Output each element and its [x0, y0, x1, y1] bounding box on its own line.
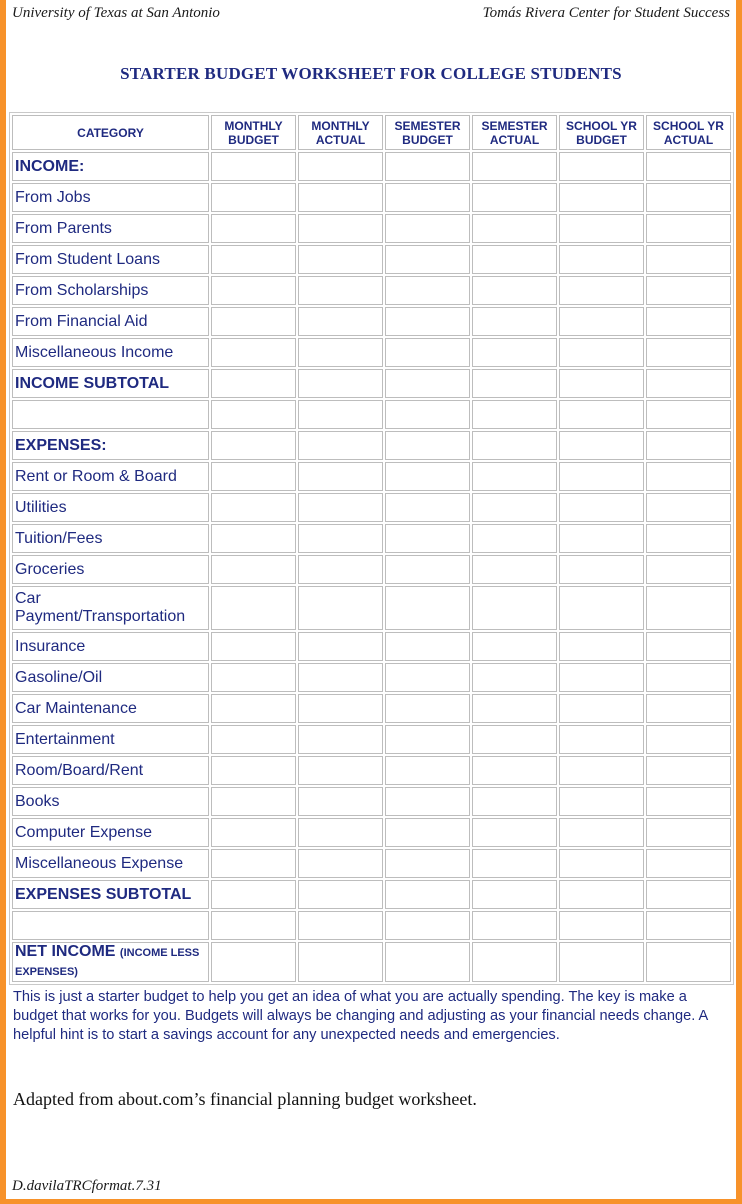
entry-cell-semester-budget[interactable]	[385, 632, 470, 661]
entry-cell-monthly-actual[interactable]	[298, 276, 383, 305]
category-cell: From Financial Aid	[12, 307, 209, 336]
category-cell: Room/Board/Rent	[12, 756, 209, 785]
entry-cell-semester-actual[interactable]	[472, 942, 557, 982]
category-cell: From Jobs	[12, 183, 209, 212]
entry-cell-school-yr-actual[interactable]	[646, 245, 731, 274]
entry-cell-school-yr-budget[interactable]	[559, 493, 644, 522]
entry-cell-semester-budget[interactable]	[385, 338, 470, 367]
entry-cell-monthly-actual[interactable]	[298, 462, 383, 491]
entry-cell-school-yr-budget[interactable]	[559, 849, 644, 878]
entry-cell-school-yr-budget[interactable]	[559, 307, 644, 336]
entry-cell-semester-actual[interactable]	[472, 632, 557, 661]
table-row	[12, 880, 731, 909]
entry-cell-monthly-actual[interactable]	[298, 338, 383, 367]
entry-cell-semester-budget[interactable]	[385, 818, 470, 847]
entry-cell-school-yr-actual[interactable]	[646, 942, 731, 982]
entry-cell-monthly-actual[interactable]	[298, 756, 383, 785]
table-row	[12, 183, 731, 212]
entry-cell-semester-budget[interactable]	[385, 493, 470, 522]
entry-cell-school-yr-budget[interactable]	[559, 818, 644, 847]
entry-cell-monthly-actual[interactable]	[298, 942, 383, 982]
format-footer: D.davilaTRCformat.7.31	[12, 1178, 162, 1194]
entry-cell-monthly-budget[interactable]	[211, 694, 296, 723]
table-row	[12, 214, 731, 243]
entry-cell-semester-actual[interactable]	[472, 880, 557, 909]
entry-cell-school-yr-actual[interactable]	[646, 462, 731, 491]
entry-cell-monthly-budget[interactable]	[211, 431, 296, 460]
entry-cell-semester-budget[interactable]	[385, 369, 470, 398]
entry-cell-semester-budget[interactable]	[385, 586, 470, 630]
entry-cell-monthly-budget[interactable]	[211, 276, 296, 305]
entry-cell-semester-budget[interactable]	[385, 663, 470, 692]
entry-cell-school-yr-actual[interactable]	[646, 911, 731, 940]
budget-table-body	[12, 152, 731, 982]
entry-cell-school-yr-budget[interactable]	[559, 276, 644, 305]
table-row	[12, 663, 731, 692]
entry-cell-school-yr-budget[interactable]	[559, 183, 644, 212]
entry-cell-monthly-actual[interactable]	[298, 555, 383, 584]
entry-cell-monthly-actual[interactable]	[298, 183, 383, 212]
category-cell: Miscellaneous Income	[12, 338, 209, 367]
entry-cell-school-yr-budget[interactable]	[559, 338, 644, 367]
header-center: Tomás Rivera Center for Student Success	[482, 5, 730, 21]
entry-cell-monthly-actual[interactable]	[298, 911, 383, 940]
entry-cell-monthly-actual[interactable]	[298, 663, 383, 692]
entry-cell-semester-budget[interactable]	[385, 880, 470, 909]
budget-table	[9, 112, 734, 985]
table-row	[12, 787, 731, 816]
column-header-semester-budget: SEMESTER BUDGET	[385, 115, 470, 150]
entry-cell-monthly-actual[interactable]	[298, 493, 383, 522]
entry-cell-school-yr-actual[interactable]	[646, 493, 731, 522]
entry-cell-monthly-budget[interactable]	[211, 307, 296, 336]
table-row	[12, 524, 731, 553]
entry-cell-monthly-budget[interactable]	[211, 245, 296, 274]
table-header-row	[12, 115, 731, 150]
table-row-blank	[12, 400, 731, 429]
category-cell: Tuition/Fees	[12, 524, 209, 553]
entry-cell-school-yr-actual[interactable]	[646, 787, 731, 816]
entry-cell-school-yr-actual[interactable]	[646, 586, 731, 630]
entry-cell-semester-actual[interactable]	[472, 400, 557, 429]
entry-cell-school-yr-budget[interactable]	[559, 524, 644, 553]
table-row	[12, 245, 731, 274]
entry-cell-monthly-budget[interactable]	[211, 818, 296, 847]
entry-cell-semester-budget[interactable]	[385, 694, 470, 723]
entry-cell-monthly-actual[interactable]	[298, 307, 383, 336]
entry-cell-monthly-budget[interactable]	[211, 663, 296, 692]
category-cell: INCOME:	[12, 152, 209, 181]
entry-cell-school-yr-budget[interactable]	[559, 663, 644, 692]
entry-cell-semester-actual[interactable]	[472, 493, 557, 522]
entry-cell-monthly-budget[interactable]	[211, 942, 296, 982]
category-cell: From Student Loans	[12, 245, 209, 274]
entry-cell-semester-actual[interactable]	[472, 245, 557, 274]
column-header-school-yr-actual: SCHOOL YR ACTUAL	[646, 115, 731, 150]
table-row	[12, 493, 731, 522]
category-cell-net-income	[12, 942, 209, 982]
entry-cell-monthly-budget[interactable]	[211, 725, 296, 754]
category-cell: Entertainment	[12, 725, 209, 754]
entry-cell-semester-actual[interactable]	[472, 214, 557, 243]
table-row	[12, 725, 731, 754]
table-row	[12, 632, 731, 661]
category-cell: Groceries	[12, 555, 209, 584]
entry-cell-monthly-budget[interactable]	[211, 338, 296, 367]
entry-cell-school-yr-budget[interactable]	[559, 555, 644, 584]
category-cell: EXPENSES:	[12, 431, 209, 460]
entry-cell-monthly-budget[interactable]	[211, 849, 296, 878]
entry-cell-semester-actual[interactable]	[472, 183, 557, 212]
entry-cell-semester-actual[interactable]	[472, 756, 557, 785]
entry-cell-semester-budget[interactable]	[385, 276, 470, 305]
entry-cell-school-yr-actual[interactable]	[646, 276, 731, 305]
entry-cell-school-yr-actual[interactable]	[646, 307, 731, 336]
entry-cell-semester-actual[interactable]	[472, 555, 557, 584]
entry-cell-semester-actual[interactable]	[472, 725, 557, 754]
entry-cell-school-yr-budget[interactable]	[559, 787, 644, 816]
column-header-monthly-budget: MONTHLY BUDGET	[211, 115, 296, 150]
table-row	[12, 756, 731, 785]
entry-cell-monthly-actual[interactable]	[298, 880, 383, 909]
adapted-credit: Adapted from about.com’s financial planning budget worksheet.	[13, 1089, 477, 1109]
category-cell: Insurance	[12, 632, 209, 661]
entry-cell-monthly-actual[interactable]	[298, 849, 383, 878]
entry-cell-school-yr-actual[interactable]	[646, 725, 731, 754]
entry-cell-school-yr-actual[interactable]	[646, 524, 731, 553]
category-cell: Books	[12, 787, 209, 816]
table-row	[12, 276, 731, 305]
table-row	[12, 694, 731, 723]
table-row	[12, 431, 731, 460]
entry-cell-semester-actual[interactable]	[472, 524, 557, 553]
category-cell: Car Payment/Transportation	[12, 586, 209, 630]
entry-cell-monthly-budget[interactable]	[211, 756, 296, 785]
entry-cell-monthly-budget[interactable]	[211, 787, 296, 816]
entry-cell-monthly-actual[interactable]	[298, 725, 383, 754]
entry-cell-semester-budget[interactable]	[385, 555, 470, 584]
entry-cell-semester-actual[interactable]	[472, 818, 557, 847]
category-cell: Utilities	[12, 493, 209, 522]
category-cell: Rent or Room & Board	[12, 462, 209, 491]
entry-cell-monthly-actual[interactable]	[298, 694, 383, 723]
entry-cell-semester-budget[interactable]	[385, 214, 470, 243]
entry-cell-monthly-actual[interactable]	[298, 586, 383, 630]
entry-cell-monthly-budget[interactable]	[211, 462, 296, 491]
entry-cell-semester-budget[interactable]	[385, 849, 470, 878]
entry-cell-school-yr-budget[interactable]	[559, 756, 644, 785]
entry-cell-school-yr-actual[interactable]	[646, 431, 731, 460]
entry-cell-semester-budget[interactable]	[385, 152, 470, 181]
entry-cell-monthly-actual[interactable]	[298, 431, 383, 460]
entry-cell-semester-budget[interactable]	[385, 245, 470, 274]
entry-cell-semester-budget[interactable]	[385, 725, 470, 754]
header-university: University of Texas at San Antonio	[12, 5, 220, 21]
entry-cell-school-yr-budget[interactable]	[559, 152, 644, 181]
entry-cell-monthly-budget[interactable]	[211, 400, 296, 429]
entry-cell-monthly-actual[interactable]	[298, 369, 383, 398]
table-row-blank	[12, 911, 731, 940]
entry-cell-school-yr-budget[interactable]	[559, 911, 644, 940]
entry-cell-semester-actual[interactable]	[472, 787, 557, 816]
entry-cell-school-yr-actual[interactable]	[646, 880, 731, 909]
category-cell: INCOME SUBTOTAL	[12, 369, 209, 398]
entry-cell-monthly-budget[interactable]	[211, 880, 296, 909]
entry-cell-semester-actual[interactable]	[472, 849, 557, 878]
entry-cell-semester-actual[interactable]	[472, 911, 557, 940]
entry-cell-semester-actual[interactable]	[472, 431, 557, 460]
net-income-label: NET INCOME	[15, 943, 116, 960]
entry-cell-school-yr-actual[interactable]	[646, 369, 731, 398]
entry-cell-school-yr-actual[interactable]	[646, 632, 731, 661]
table-row	[12, 152, 731, 181]
entry-cell-monthly-budget[interactable]	[211, 632, 296, 661]
category-cell	[12, 911, 209, 940]
table-row	[12, 369, 731, 398]
entry-cell-semester-budget[interactable]	[385, 524, 470, 553]
category-cell: EXPENSES SUBTOTAL	[12, 880, 209, 909]
entry-cell-monthly-actual[interactable]	[298, 524, 383, 553]
entry-cell-semester-actual[interactable]	[472, 338, 557, 367]
category-cell: Gasoline/Oil	[12, 663, 209, 692]
table-row	[12, 818, 731, 847]
category-cell	[12, 400, 209, 429]
entry-cell-school-yr-actual[interactable]	[646, 555, 731, 584]
entry-cell-school-yr-actual[interactable]	[646, 756, 731, 785]
entry-cell-monthly-actual[interactable]	[298, 400, 383, 429]
entry-cell-semester-actual[interactable]	[472, 276, 557, 305]
entry-cell-school-yr-actual[interactable]	[646, 214, 731, 243]
entry-cell-school-yr-actual[interactable]	[646, 183, 731, 212]
net-income-sublabel: (INCOME LESS EXPENSES)	[15, 947, 200, 978]
category-cell: From Scholarships	[12, 276, 209, 305]
entry-cell-semester-budget[interactable]	[385, 756, 470, 785]
entry-cell-semester-budget[interactable]	[385, 183, 470, 212]
entry-cell-monthly-budget[interactable]	[211, 911, 296, 940]
table-row	[12, 586, 731, 630]
entry-cell-school-yr-budget[interactable]	[559, 431, 644, 460]
entry-cell-monthly-budget[interactable]	[211, 555, 296, 584]
entry-cell-school-yr-budget[interactable]	[559, 214, 644, 243]
entry-cell-school-yr-actual[interactable]	[646, 663, 731, 692]
column-header-category: CATEGORY	[12, 115, 209, 150]
column-header-monthly-actual: MONTHLY ACTUAL	[298, 115, 383, 150]
entry-cell-school-yr-budget[interactable]	[559, 245, 644, 274]
entry-cell-monthly-actual[interactable]	[298, 632, 383, 661]
table-row	[12, 338, 731, 367]
entry-cell-school-yr-budget[interactable]	[559, 632, 644, 661]
entry-cell-semester-actual[interactable]	[472, 462, 557, 491]
entry-cell-school-yr-actual[interactable]	[646, 152, 731, 181]
entry-cell-semester-budget[interactable]	[385, 911, 470, 940]
entry-cell-semester-actual[interactable]	[472, 369, 557, 398]
entry-cell-semester-budget[interactable]	[385, 787, 470, 816]
entry-cell-monthly-actual[interactable]	[298, 245, 383, 274]
entry-cell-school-yr-budget[interactable]	[559, 586, 644, 630]
entry-cell-semester-actual[interactable]	[472, 307, 557, 336]
entry-cell-school-yr-budget[interactable]	[559, 942, 644, 982]
table-row	[12, 849, 731, 878]
entry-cell-school-yr-budget[interactable]	[559, 400, 644, 429]
entry-cell-semester-actual[interactable]	[472, 152, 557, 181]
entry-cell-semester-budget[interactable]	[385, 400, 470, 429]
entry-cell-monthly-budget[interactable]	[211, 214, 296, 243]
category-cell: Miscellaneous Expense	[12, 849, 209, 878]
column-header-semester-actual: SEMESTER ACTUAL	[472, 115, 557, 150]
entry-cell-monthly-budget[interactable]	[211, 586, 296, 630]
entry-cell-monthly-actual[interactable]	[298, 152, 383, 181]
table-row-net-income	[12, 942, 731, 982]
entry-cell-monthly-actual[interactable]	[298, 787, 383, 816]
entry-cell-school-yr-budget[interactable]	[559, 369, 644, 398]
table-row	[12, 555, 731, 584]
entry-cell-monthly-budget[interactable]	[211, 493, 296, 522]
entry-cell-school-yr-actual[interactable]	[646, 818, 731, 847]
category-cell: Computer Expense	[12, 818, 209, 847]
entry-cell-semester-budget[interactable]	[385, 307, 470, 336]
entry-cell-monthly-actual[interactable]	[298, 214, 383, 243]
budget-note: This is just a starter budget to help you get an idea of what you are actually spending. The key is make a budget that works for you. Budgets will always be changing and adjusting as your financial needs change. A helpful hint is to start a savings account for any unexpected needs and emergencies.	[13, 989, 708, 1043]
entry-cell-semester-budget[interactable]	[385, 462, 470, 491]
category-cell: Car Maintenance	[12, 694, 209, 723]
entry-cell-semester-actual[interactable]	[472, 694, 557, 723]
entry-cell-semester-actual[interactable]	[472, 663, 557, 692]
entry-cell-school-yr-actual[interactable]	[646, 400, 731, 429]
table-row	[12, 462, 731, 491]
column-header-school-yr-budget: SCHOOL YR BUDGET	[559, 115, 644, 150]
entry-cell-semester-budget[interactable]	[385, 431, 470, 460]
entry-cell-school-yr-budget[interactable]	[559, 462, 644, 491]
entry-cell-monthly-budget[interactable]	[211, 183, 296, 212]
entry-cell-school-yr-budget[interactable]	[559, 694, 644, 723]
entry-cell-semester-budget[interactable]	[385, 942, 470, 982]
page-title: STARTER BUDGET WORKSHEET FOR COLLEGE STUDENTS	[120, 64, 622, 83]
category-cell: From Parents	[12, 214, 209, 243]
entry-cell-school-yr-budget[interactable]	[559, 880, 644, 909]
entry-cell-school-yr-actual[interactable]	[646, 694, 731, 723]
entry-cell-monthly-budget[interactable]	[211, 152, 296, 181]
entry-cell-monthly-budget[interactable]	[211, 524, 296, 553]
entry-cell-school-yr-actual[interactable]	[646, 338, 731, 367]
entry-cell-semester-actual[interactable]	[472, 586, 557, 630]
entry-cell-school-yr-budget[interactable]	[559, 725, 644, 754]
table-row	[12, 307, 731, 336]
entry-cell-monthly-actual[interactable]	[298, 818, 383, 847]
entry-cell-monthly-budget[interactable]	[211, 369, 296, 398]
worksheet-page	[6, 0, 736, 1199]
entry-cell-school-yr-actual[interactable]	[646, 849, 731, 878]
